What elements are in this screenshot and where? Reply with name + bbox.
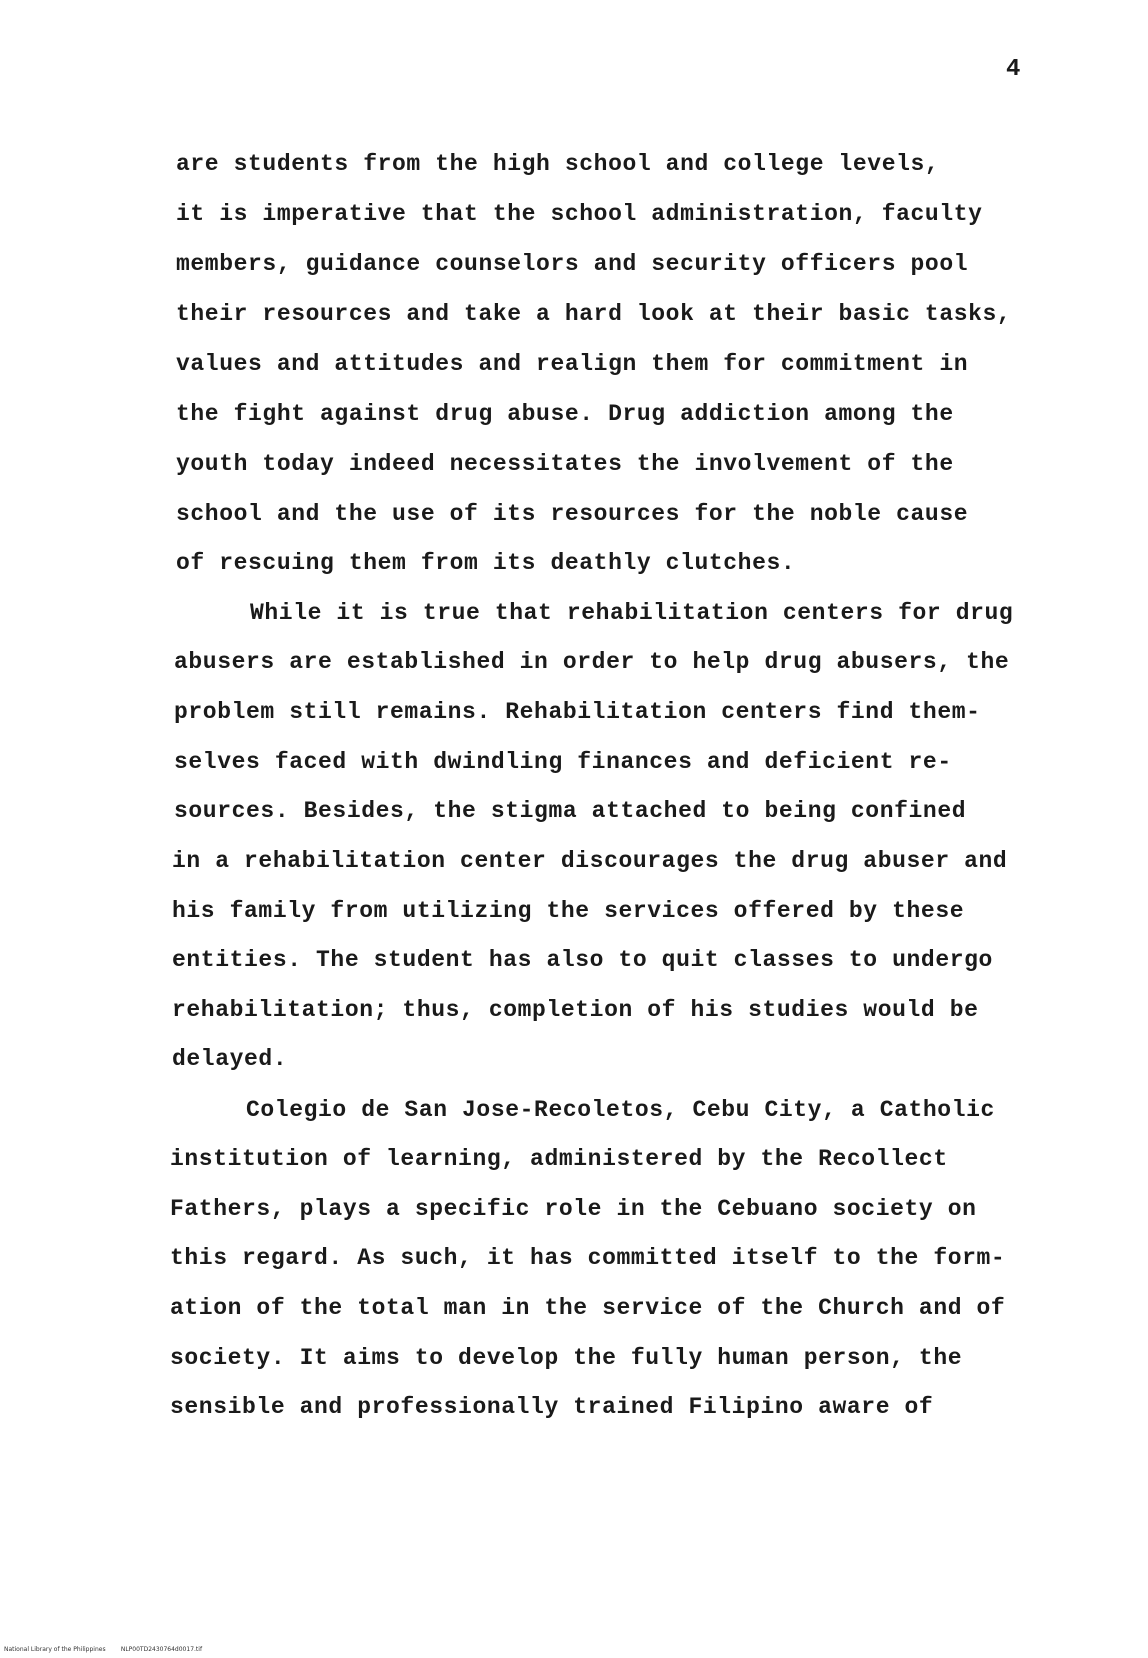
text-line: this regard. As such, it has committed itself to the form- [170,1245,1006,1271]
text-line: abusers are established in order to help drug abusers, the [174,649,1010,675]
text-line: values and attitudes and realign them for commitment in [176,351,969,377]
text-line: society. It aims to develop the fully human person, the [170,1345,963,1371]
text-line: Fathers, plays a specific role in the Cebuano society on [170,1196,977,1222]
text-line: of rescuing them from its deathly clutches. [176,550,796,576]
text-line: rehabilitation; thus, completion of his studies would be [172,997,979,1023]
text-line: sources. Besides, the stigma attached to being confined [174,798,967,824]
scan-footer [4,1646,202,1653]
text-line: problem still remains. Rehabilitation centers find them- [174,699,981,725]
text-line: are students from the high school and college levels, [176,151,940,177]
text-line: sensible and professionally trained Filipino aware of [170,1394,934,1420]
text-line: institution of learning, administered by the Recollect [170,1146,948,1172]
page-number: 4 [1006,56,1021,83]
text-line: his family from utilizing the services offered by these [172,898,965,924]
footer-file-id: NLP00TD2430764d0017.tif [120,1646,203,1653]
text-line: youth today indeed necessitates the involvement of the [176,451,954,477]
text-line: members, guidance counselors and security officers pool [176,251,969,277]
text-line: it is imperative that the school administration, faculty [176,201,983,227]
text-line: their resources and take a hard look at their basic tasks, [176,301,1012,327]
text-line: entities. The student has also to quit classes to undergo [172,947,993,973]
text-line: Colegio de San Jose-Recoletos, Cebu City, a Catholic [246,1097,995,1123]
footer-library: National Library of the Philippines [4,1646,106,1653]
text-line: delayed. [172,1046,288,1072]
text-line: in a rehabilitation center discourages the drug abuser and [172,848,1008,874]
text-line: ation of the total man in the service of the Church and of [170,1295,1006,1321]
text-line: While it is true that rehabilitation centers for drug [250,600,1014,626]
text-line: selves faced with dwindling finances and deficient re- [174,749,952,775]
text-line: the fight against drug abuse. Drug addiction among the [176,401,954,427]
text-line: school and the use of its resources for the noble cause [176,501,969,527]
